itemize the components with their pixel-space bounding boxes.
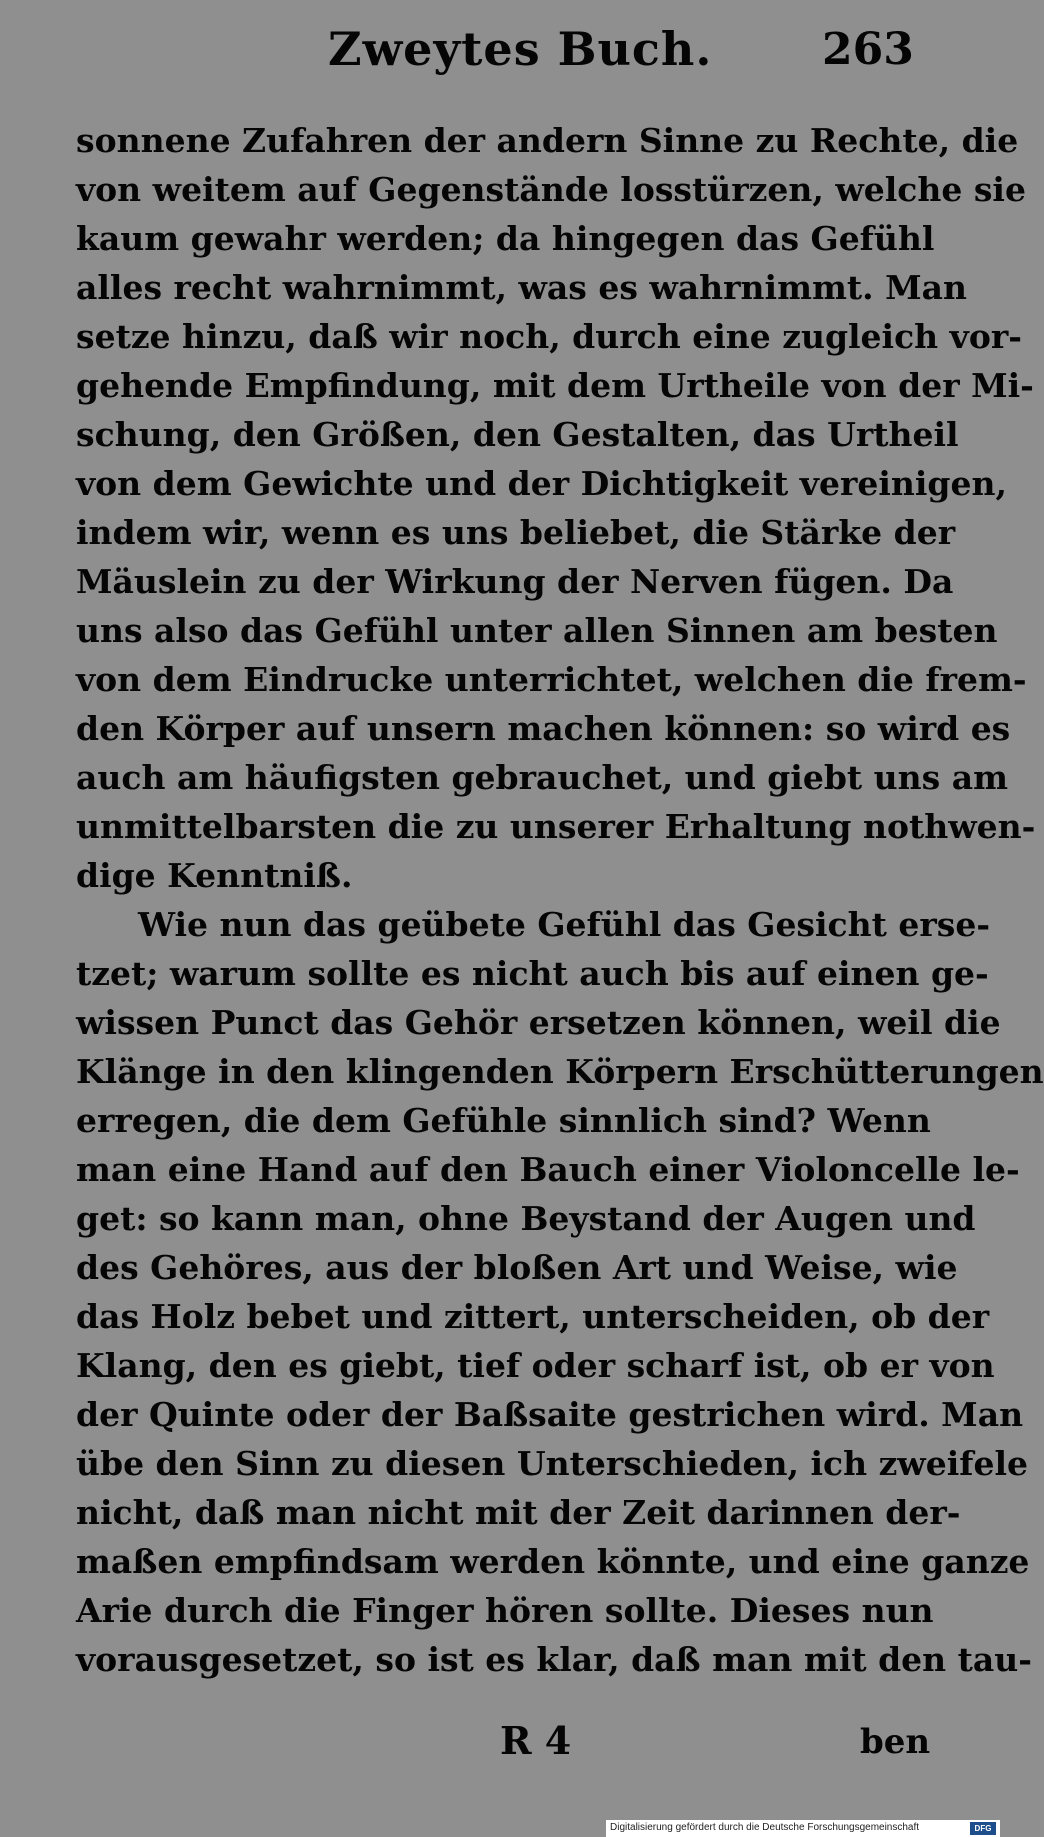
text-line: von dem Gewichte und der Dichtigkeit vereinigen, [76,464,1007,503]
text-line: alles recht wahrnimmt, was es wahrnimmt. Man [76,268,968,307]
text-line: wissen Punct das Gehör ersetzen können, weil die [76,1003,1001,1042]
text-line: erregen, die dem Gefühle sinnlich sind? Wenn [76,1101,931,1140]
text-line: Mäuslein zu der Wirkung der Nerven fügen. Da [76,562,954,601]
signature-mark: R 4 [500,1718,572,1763]
text-line: gehende Empfindung, mit dem Urtheile von der Mi- [76,366,1034,405]
text-line: Wie nun das geübete Gefühl das Gesicht erse- [138,905,991,944]
dfg-logo-icon: DFG [970,1822,996,1835]
page-footer [0,1718,1000,1778]
text-line: kaum gewahr werden; da hingegen das Gefühl [76,219,935,258]
text-line: von weitem auf Gegenstände losstürzen, welche sie [76,170,1026,209]
text-line: Klänge in den klingenden Körpern Erschütterungen [76,1052,1044,1091]
text-line: indem wir, wenn es uns beliebet, die Stärke der [76,513,956,552]
credit-text: Digitalisierung gefördert durch die Deutsche Forschungsgemeinschaft [610,1822,920,1833]
text-line: den Körper auf unsern machen können: so wird es [76,709,1011,748]
text-line: tzet; warum sollte es nicht auch bis auf einen ge- [76,954,989,993]
text-line: Klang, den es giebt, tief oder scharf ist, ob er von [76,1346,995,1385]
text-line: Arie durch die Finger hören sollte. Dieses nun [76,1591,934,1630]
text-line: der Quinte oder der Baßsaite gestrichen wird. Man [76,1395,1024,1434]
text-line: schung, den Größen, den Gestalten, das Urtheil [76,415,959,454]
text-line: sonnene Zufahren der andern Sinne zu Rechte, die [76,121,1019,160]
digitization-credit [606,1820,1000,1837]
text-line: vorausgesetzet, so ist es klar, daß man mit den tau- [76,1640,1032,1679]
text-line: dige Kenntniß. [76,856,353,895]
text-line: setze hinzu, daß wir noch, durch eine zugleich vor- [76,317,1022,356]
text-line: unmittelbarsten die zu unserer Erhaltung nothwen- [76,807,1036,846]
text-line: des Gehöres, aus der bloßen Art und Weise, wie [76,1248,958,1287]
text-line: übe den Sinn zu diesen Unterschieden, ich zweifele [76,1444,1028,1483]
text-line: get: so kann man, ohne Beystand der Augen und [76,1199,976,1238]
text-line: auch am häufigsten gebrauchet, und giebt uns am [76,758,1008,797]
text-line: von dem Eindrucke unterrichtet, welchen die frem- [76,660,1027,699]
running-head: Zweytes Buch. [328,22,713,76]
catchword: ben [860,1722,931,1762]
text-line: uns also das Gefühl unter allen Sinnen am besten [76,611,998,650]
page-number: 263 [822,24,914,75]
text-line: nicht, daß man nicht mit der Zeit darinnen der- [76,1493,961,1532]
text-line: man eine Hand auf den Bauch einer Violoncelle le- [76,1150,1020,1189]
body-text [76,116,1044,1716]
page-header [0,22,1000,92]
text-line: maßen empfindsam werden könnte, und eine ganze [76,1542,1030,1581]
text-line: das Holz bebet und zittert, unterscheiden, ob der [76,1297,990,1336]
